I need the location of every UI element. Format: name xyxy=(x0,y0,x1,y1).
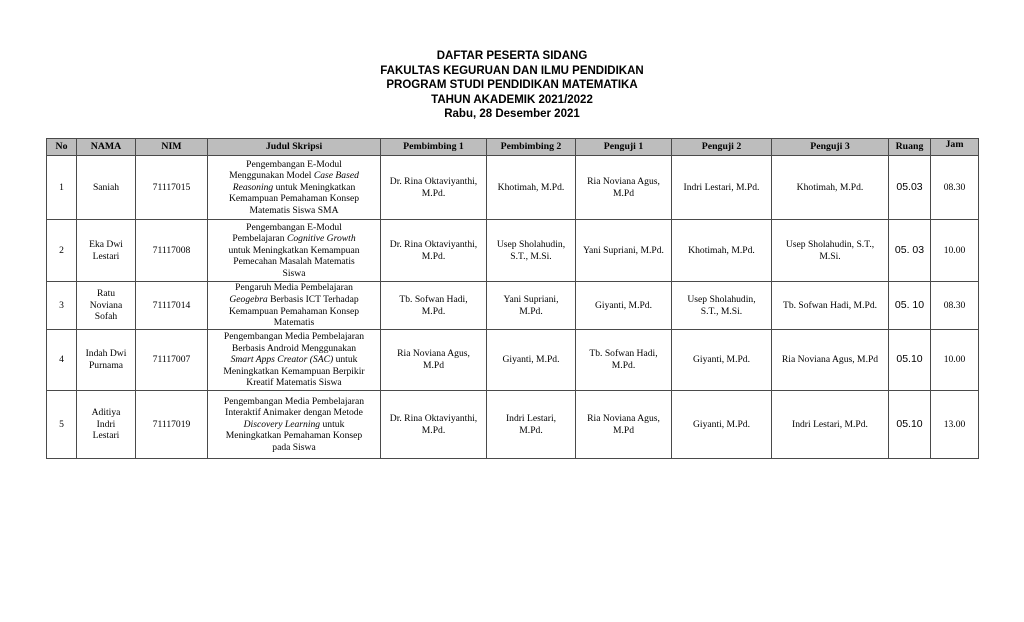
pembimbing2-line: Khotimah, M.Pd. xyxy=(497,181,565,193)
cell-penguji3 xyxy=(772,391,889,459)
cell-nim: 71117007 xyxy=(136,330,208,391)
cell-nim: 71117014 xyxy=(136,282,208,330)
penguji1-line: M.Pd xyxy=(612,187,635,199)
nama-line: Aditiya xyxy=(91,407,121,419)
title-text: Pembelajaran xyxy=(232,233,287,245)
table-row xyxy=(47,330,979,391)
title-italic-term: Reasoning xyxy=(232,181,274,193)
penguji3-line: Khotimah, M.Pd. xyxy=(796,181,864,193)
title-text: Kemampuan Pemahaman Konsep xyxy=(228,305,359,317)
pembimbing1-line: Dr. Rina Oktaviyanthi, xyxy=(389,175,478,187)
pembimbing2-line: Yani Supriani, xyxy=(503,293,559,305)
title-text: untuk Meningkatkan Kemampuan xyxy=(228,244,360,256)
table-row xyxy=(47,220,979,282)
cell-penguji2 xyxy=(672,391,772,459)
cell-ruang: 05. 03 xyxy=(889,220,931,282)
cell-pembimbing2 xyxy=(487,282,576,330)
cell-judul xyxy=(208,156,381,220)
cell-judul xyxy=(208,220,381,282)
cell-jam: 13.00 xyxy=(931,391,979,459)
cell-judul xyxy=(208,282,381,330)
cell-penguji1 xyxy=(576,282,672,330)
title-line xyxy=(211,366,377,378)
penguji3-line: Usep Sholahudin, S.T., xyxy=(785,238,875,250)
table-row xyxy=(47,156,979,220)
penguji1-line: Tb. Sofwan Hadi, xyxy=(589,348,658,360)
pembimbing1-line: M.Pd. xyxy=(421,187,446,199)
title-text: Matematis xyxy=(273,317,315,329)
table-header-row xyxy=(47,139,979,156)
title-line xyxy=(211,294,377,306)
pembimbing2-line: Giyanti, M.Pd. xyxy=(502,354,560,366)
title-text: Meningkatkan Kemampuan Berpikir xyxy=(223,365,365,377)
title-text: Pengembangan E-Modul xyxy=(246,158,342,170)
cell-ruang: 05. 10 xyxy=(889,282,931,330)
title-italic-term: Geogebra xyxy=(229,293,268,305)
cell-jam: 10.00 xyxy=(931,220,979,282)
cell-pembimbing1 xyxy=(381,220,487,282)
title-line xyxy=(211,268,377,280)
nama-line: Lestari xyxy=(92,250,120,262)
title-line xyxy=(211,233,377,245)
cell-pembimbing2 xyxy=(487,156,576,220)
title-line xyxy=(211,182,377,194)
table-body xyxy=(47,156,979,459)
title-text: Berbasis ICT Terhadap xyxy=(267,293,359,305)
col-header-nama: NAMA xyxy=(77,139,136,156)
title-line xyxy=(211,317,377,329)
pembimbing2-line: Indri Lestari, xyxy=(505,412,557,424)
col-header-no: No xyxy=(47,139,77,156)
title-text: Siswa xyxy=(282,267,306,279)
title-text: Pengembangan Media Pembelajaran xyxy=(223,331,365,343)
pembimbing1-line: Ria Noviana Agus, xyxy=(397,348,470,360)
penguji1-line: M.Pd xyxy=(612,424,635,436)
title-line xyxy=(211,282,377,294)
title-line xyxy=(211,170,377,182)
cell-pembimbing1 xyxy=(381,282,487,330)
penguji1-line: Ria Noviana Agus, xyxy=(587,412,660,424)
title-line xyxy=(211,159,377,171)
pembimbing1-line: M.Pd. xyxy=(421,250,446,262)
penguji2-line: Indri Lestari, M.Pd. xyxy=(683,181,760,193)
pembimbing1-line: M.Pd. xyxy=(421,305,446,317)
document-header xyxy=(0,49,1024,122)
penguji2-line: S.T., M.Si. xyxy=(700,305,743,317)
cell-ruang: 05.10 xyxy=(889,330,931,391)
cell-jam: 08.30 xyxy=(931,282,979,330)
title-text: Kemampuan Pemahaman Konsep xyxy=(228,193,359,205)
title-line xyxy=(211,396,377,408)
penguji2-line: Giyanti, M.Pd. xyxy=(692,354,751,366)
pembimbing2-line: M.Pd. xyxy=(519,424,543,436)
col-header-nim: NIM xyxy=(136,139,208,156)
col-header-penguji2: Penguji 2 xyxy=(672,139,772,156)
title-text: Kreatif Matematis Siswa xyxy=(246,377,342,389)
title-line xyxy=(211,222,377,234)
pembimbing1-line: Dr. Rina Oktaviyanthi, xyxy=(389,238,478,250)
cell-penguji2 xyxy=(672,330,772,391)
cell-nim: 71117019 xyxy=(136,391,208,459)
cell-pembimbing2 xyxy=(487,391,576,459)
pembimbing2-line: S.T., M.Si. xyxy=(510,250,552,262)
title-line xyxy=(211,430,377,442)
pembimbing1-line: M.Pd. xyxy=(421,424,446,436)
table-row xyxy=(47,282,979,330)
cell-no: 5 xyxy=(47,391,77,459)
title-text: untuk xyxy=(320,418,345,430)
cell-nim: 71117008 xyxy=(136,220,208,282)
cell-penguji1 xyxy=(576,330,672,391)
pembimbing2-line: Usep Sholahudin, xyxy=(496,238,566,250)
col-header-judul: Judul Skripsi xyxy=(208,139,381,156)
title-text: Menggunakan Model xyxy=(229,170,314,182)
penguji2-line: Usep Sholahudin, xyxy=(687,293,756,305)
title-text: Meningkatkan Pemahaman Konsep xyxy=(225,430,363,442)
cell-no: 4 xyxy=(47,330,77,391)
title-line xyxy=(211,205,377,217)
title-line xyxy=(211,407,377,419)
cell-penguji2 xyxy=(672,156,772,220)
col-header-pembimbing1: Pembimbing 1 xyxy=(381,139,487,156)
title-text: Pemecahan Masalah Matematis xyxy=(233,256,355,268)
pembimbing1-line: M.Pd xyxy=(422,360,445,371)
nama-line: Ratu xyxy=(96,288,116,300)
cell-penguji3 xyxy=(772,330,889,391)
penguji1-line: Yani Supriani, M.Pd. xyxy=(583,244,664,256)
penguji3-line: Ria Noviana Agus, M.Pd xyxy=(781,354,879,366)
title-text: Pengaruh Media Pembelajaran xyxy=(235,282,353,294)
cell-no: 2 xyxy=(47,220,77,282)
cell-jam: 08.30 xyxy=(931,156,979,220)
cell-pembimbing2 xyxy=(487,330,576,391)
cell-penguji3 xyxy=(772,220,889,282)
title-line xyxy=(211,245,377,257)
nama-line: Noviana xyxy=(89,299,123,311)
header-date: Rabu, 28 Desember 2021 xyxy=(444,108,580,121)
cell-no: 1 xyxy=(47,156,77,220)
col-header-pembimbing2: Pembimbing 2 xyxy=(487,139,576,156)
title-line xyxy=(211,343,377,355)
cell-ruang: 05.10 xyxy=(889,391,931,459)
penguji3-line: M.Si. xyxy=(819,250,841,262)
title-text: Pengembangan Media Pembelajaran xyxy=(223,395,365,407)
nama-line: Indri xyxy=(96,418,116,430)
title-line xyxy=(211,354,377,366)
col-header-penguji3: Penguji 3 xyxy=(772,139,889,156)
pembimbing1-line: Dr. Rina Oktaviyanthi, xyxy=(389,412,478,424)
cell-judul xyxy=(208,330,381,391)
col-header-ruang: Ruang xyxy=(889,139,931,156)
title-line xyxy=(211,193,377,205)
cell-pembimbing1 xyxy=(381,391,487,459)
cell-ruang: 05.03 xyxy=(889,156,931,220)
title-italic-term: Discovery Learning xyxy=(243,418,321,430)
cell-pembimbing1 xyxy=(381,330,487,391)
cell-penguji1 xyxy=(576,220,672,282)
cell-penguji2 xyxy=(672,220,772,282)
penguji1-line: M.Pd. xyxy=(611,360,636,371)
title-line xyxy=(211,306,377,318)
title-text: untuk Meningkatkan xyxy=(273,181,356,193)
nama-line: Indah Dwi xyxy=(85,348,127,360)
cell-penguji2 xyxy=(672,282,772,330)
title-line xyxy=(211,442,377,454)
nama-line: Eka Dwi xyxy=(89,238,123,250)
header-title: DAFTAR PESERTA SIDANG xyxy=(436,50,588,62)
title-italic-term: Case Based xyxy=(313,170,359,182)
cell-penguji1 xyxy=(576,156,672,220)
cell-nama xyxy=(77,156,136,220)
nama-line: Purnama xyxy=(88,360,124,371)
header-academic-year: TAHUN AKADEMIK 2021/2022 xyxy=(431,93,593,106)
cell-penguji1 xyxy=(576,391,672,459)
title-line xyxy=(211,419,377,431)
title-line xyxy=(211,256,377,268)
cell-jam: 10.00 xyxy=(931,330,979,391)
nama-line: Saniah xyxy=(92,181,120,193)
col-header-penguji1: Penguji 1 xyxy=(576,139,672,156)
penguji2-line: Khotimah, M.Pd. xyxy=(688,244,755,256)
title-text: Interaktif Animaker dengan Metode xyxy=(225,407,363,419)
title-italic-term: Cognitive Growth xyxy=(286,233,356,245)
title-text: untuk xyxy=(333,354,358,366)
nama-line: Lestari xyxy=(92,430,120,442)
penguji1-line: Ria Noviana Agus, xyxy=(587,175,660,187)
title-text: Matematis Siswa SMA xyxy=(249,204,339,216)
penguji3-line: Tb. Sofwan Hadi, M.Pd. xyxy=(782,299,878,311)
penguji3-line: Indri Lestari, M.Pd. xyxy=(792,418,868,430)
nama-line: Sofah xyxy=(94,311,118,323)
penguji2-line: Giyanti, M.Pd. xyxy=(692,418,751,430)
header-faculty: FAKULTAS KEGURUAN DAN ILMU PENDIDIKAN xyxy=(380,64,644,77)
table-row xyxy=(47,391,979,459)
title-text: Pengembangan E-Modul xyxy=(246,221,342,233)
cell-judul xyxy=(208,391,381,459)
cell-penguji3 xyxy=(772,156,889,220)
cell-pembimbing2 xyxy=(487,220,576,282)
cell-nim: 71117015 xyxy=(136,156,208,220)
penguji1-line: Giyanti, M.Pd. xyxy=(594,299,653,311)
pembimbing2-line: M.Pd. xyxy=(519,305,543,317)
title-line xyxy=(211,377,377,389)
cell-nama xyxy=(77,330,136,391)
pembimbing1-line: Tb. Sofwan Hadi, xyxy=(399,293,468,305)
title-line xyxy=(211,331,377,343)
cell-nama xyxy=(77,391,136,459)
col-header-jam: Jam xyxy=(931,139,979,156)
title-italic-term: Smart Apps Creator (SAC) xyxy=(230,354,334,366)
header-program: PROGRAM STUDI PENDIDIKAN MATEMATIKA xyxy=(386,79,638,92)
cell-penguji3 xyxy=(772,282,889,330)
title-text: Berbasis Android Menggunakan xyxy=(231,342,357,354)
participants-table xyxy=(46,138,979,459)
cell-nama xyxy=(77,220,136,282)
cell-no: 3 xyxy=(47,282,77,330)
cell-nama xyxy=(77,282,136,330)
cell-pembimbing1 xyxy=(381,156,487,220)
title-text: pada Siswa xyxy=(272,441,316,453)
